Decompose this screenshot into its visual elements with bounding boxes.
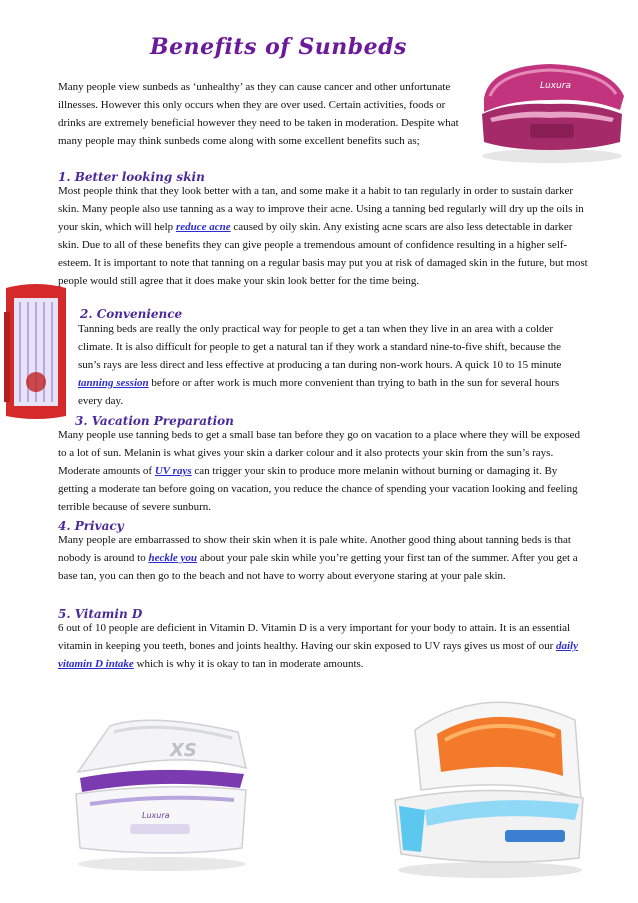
section-4-text-before: Many people are embarrassed to show their skin when it is pale white. Another good thing about tanning beds is that nobody is around to [58,534,571,564]
section-5-heading: 5. Vitamin D [58,607,143,621]
section-1-heading: 1. Better looking skin [58,170,205,184]
section-1-text-after: caused by oily skin. Any existing acne scars are also less detectable in darker skin. Due to all of these benefits they can give people a tremendous amount of confidence resulting in a higher self-esteem. It is important to note that tanning on a regular basis may put you at risk of damaged skin in the future, but most people would still agree that it does make your skin look better for the time being. [58,221,588,287]
red-tanning-booth-image [0,282,72,422]
white-sunbed-image [70,708,255,873]
section-4-heading: 4. Privacy [58,519,124,533]
section-1-text-before: Most people think that they look better with a tan, and some make it a habit to tan regularly in order to sustain darker skin. Many people also use tanning as a way to improve their acne. Using a tanning bed regularly will dry up the oils in your skin, which will help [58,185,584,233]
section-4-text-after: about your pale skin while you’re getting your first tan of the summer. After you get a base tan, you can then go to the beach and not have to worry about everyone staring at your pale skin. [58,552,578,582]
uv-rays-link[interactable]: UV rays [154,465,192,477]
white-sunbed-brand: Luxura [142,811,170,820]
section-5-text-before: 6 out of 10 people are deficient in Vitamin D. Vitamin D is a very important for your body to attain. It is an essential vitamin in keeping you teeth, bones and joints healthy. Having our skin exposed to UV rays gives us most of our [58,622,571,652]
white-sunbed-model: XS [170,740,197,761]
section-1-paragraph [58,182,588,290]
section-2-heading: 2. Convenience [80,307,183,321]
section-4-paragraph [58,531,588,585]
section-3-text-before: Many people use tanning beds to get a small base tan before they go on vacation to a place where they will be exposed to a lot of sun. Melanin is what gives your skin a darker colour and it also protects your skin from the sun’s rays. Moderate amounts of [58,429,581,477]
section-2-text-after: before or after work is much more convenient than trying to bath in the sun for several hours every day. [78,377,560,407]
section-2-text-before: Tanning beds are really the only practical way for people to get a tan when they live in an area with a colder climate. It is also difficult for people to get a natural tan if they work a standard nine-to-five shift, because the sun’s rays are less direct and less effective at producing a tan during non-work hours. A quick 10 to 15 minute [78,323,562,371]
tanning-session-link[interactable]: tanning session [78,377,149,389]
intro-text: Many people view sunbeds as ‘unhealthy’ as they can cause cancer and other unfortunate illnesses. However this only occurs when they are over used. Certain activities, foods or drinks are extremely beneficial however they need to be taken in moderation. Despite what many people may think sunbeds come along with some excellent benefits such as; [58,81,459,147]
reduce-acne-link[interactable]: reduce acne [175,221,231,233]
section-5-paragraph [58,619,588,673]
intro-paragraph [58,78,463,150]
section-3-text-after: can trigger your skin to produce more melanin without burning or damaging it. By getting a moderate tan before going on vacation, you reduce the chance of spending your vacation looking and feeling terrible because of severe sunburn. [58,465,578,513]
orange-blue-sunbed-image [385,690,590,880]
section-3-paragraph [58,426,588,516]
heckle-you-link[interactable]: heckle you [148,552,198,564]
page-title: Benefits of Sunbeds [150,34,407,60]
section-2-paragraph [78,320,568,410]
daily-vitamin-d-intake-link[interactable]: daily vitamin D intake [58,640,578,670]
pink-sunbed-image [470,58,635,166]
pink-sunbed-brand: Luxura [540,81,571,91]
section-5-text-after: which is why it is okay to tan in moderate amounts. [133,658,364,670]
section-3-heading: 3. Vacation Preparation [75,414,234,428]
